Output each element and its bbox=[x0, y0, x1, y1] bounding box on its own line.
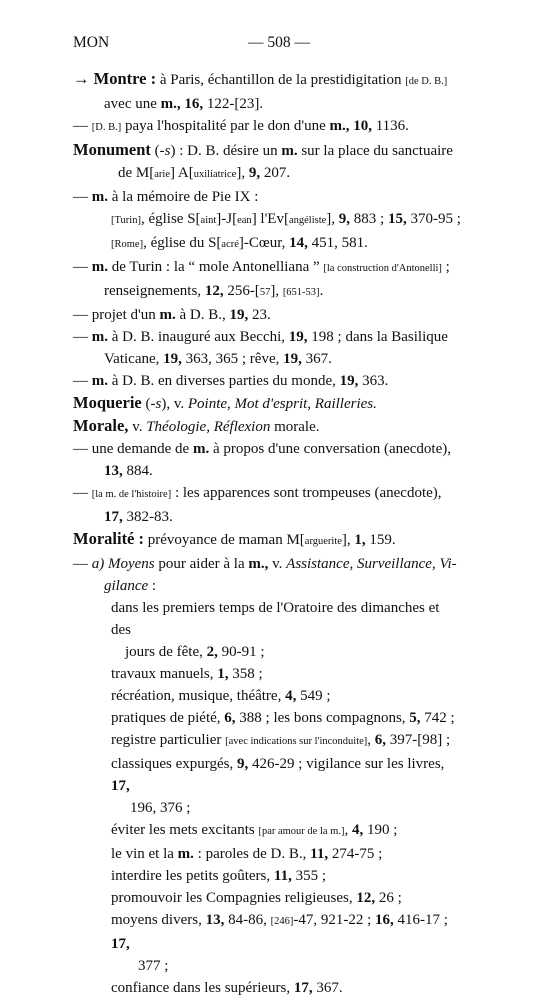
entry-text: : bbox=[148, 578, 157, 594]
index-line bbox=[73, 460, 461, 482]
entry-text: — bbox=[73, 485, 92, 501]
entry-text: 26 ; bbox=[375, 890, 402, 906]
entry-text: à propos d'une conversation (anecdote), bbox=[209, 441, 451, 457]
entry-text: — projet d'un bbox=[73, 307, 160, 323]
entry-text: de Turin : la “ mole Antonelliana ” bbox=[108, 259, 324, 275]
editorial-note: 57 bbox=[259, 287, 271, 298]
entry-text: ] A[ bbox=[170, 165, 194, 181]
index-line bbox=[73, 232, 461, 256]
index-line bbox=[73, 753, 461, 797]
index-line bbox=[73, 482, 461, 506]
entry-text: 23. bbox=[248, 307, 271, 323]
arrow-marker: → bbox=[73, 69, 94, 88]
index-line bbox=[73, 348, 461, 370]
volume-ref: 17, bbox=[111, 778, 130, 794]
entry-text: classiques expurgés, bbox=[111, 756, 237, 772]
entry-text: 884. bbox=[122, 463, 153, 479]
entry-text: 426-29 ; vigilance sur les livres, bbox=[248, 756, 445, 772]
entry-text: à D. B., bbox=[175, 307, 230, 323]
index-line bbox=[73, 707, 461, 729]
running-head-keyword: MON bbox=[73, 34, 110, 51]
volume-ref: m., bbox=[248, 556, 269, 572]
entry-text: 549 ; bbox=[296, 688, 331, 704]
headword: Moralité : bbox=[73, 529, 145, 548]
entry-text: 370-95 ; bbox=[406, 211, 461, 227]
volume-ref: m. bbox=[281, 143, 298, 159]
entry-text: — bbox=[73, 556, 92, 572]
entry-text: ( bbox=[150, 143, 160, 159]
volume-ref: 19, bbox=[229, 307, 249, 323]
entry-text: dans les premiers temps de l'Oratoire des dimanches et des bbox=[111, 600, 440, 638]
entry-text: 198 ; dans la Basilique bbox=[307, 329, 448, 345]
volume-ref: 17, bbox=[111, 936, 130, 952]
index-line bbox=[73, 865, 461, 887]
volume-ref: 17, bbox=[104, 509, 123, 525]
italic-text: gilance bbox=[104, 578, 149, 594]
editorial-note: aint bbox=[200, 215, 217, 226]
volume-ref: 19, bbox=[283, 351, 302, 367]
volume-ref: 14, bbox=[289, 235, 308, 251]
volume-ref: 9, bbox=[248, 165, 261, 181]
index-line bbox=[73, 909, 461, 955]
index-line bbox=[73, 955, 461, 977]
entry-text: -47, 921-22 ; bbox=[293, 912, 375, 928]
volume-ref: m. bbox=[177, 846, 194, 862]
entry-text: — bbox=[73, 189, 92, 205]
volume-ref: 4, bbox=[351, 822, 364, 838]
entry-text: 742 ; bbox=[420, 710, 455, 726]
editorial-note: [651-53] bbox=[282, 287, 320, 298]
volume-ref: 6, bbox=[224, 710, 236, 726]
entry-text: — bbox=[73, 329, 92, 345]
volume-ref: m. bbox=[91, 259, 108, 275]
entry-text: le vin et la bbox=[111, 846, 178, 862]
page-number: — 508 — bbox=[248, 34, 310, 51]
index-line bbox=[73, 68, 461, 93]
entry-text: , bbox=[344, 822, 352, 838]
volume-ref: m., bbox=[160, 96, 181, 112]
entry-text: ] l'Ev[ bbox=[251, 211, 289, 227]
volume-ref: 16, bbox=[375, 912, 394, 928]
italic-text: Théologie, Réflexion bbox=[146, 419, 271, 435]
index-line bbox=[73, 115, 461, 139]
volume-ref: m. bbox=[159, 307, 176, 323]
entry-text: , église du S[ bbox=[143, 235, 222, 251]
entry-text: ; bbox=[441, 259, 450, 275]
volume-ref: 6, bbox=[374, 732, 387, 748]
entry-text: 84-86, bbox=[224, 912, 271, 928]
volume-ref: m. bbox=[91, 373, 108, 389]
editorial-note: [la construction d'Antonelli] bbox=[323, 263, 442, 274]
index-line bbox=[73, 597, 461, 641]
index-line bbox=[73, 977, 461, 999]
entry-text: à D. B. en diverses parties du monde, bbox=[108, 373, 340, 389]
volume-ref: 4, bbox=[285, 688, 297, 704]
entry-text: . bbox=[319, 283, 324, 299]
volume-ref: 19, bbox=[163, 351, 182, 367]
entry-text: jours de fête, bbox=[125, 644, 207, 660]
entry-text: promouvoir les Compagnies religieuses, bbox=[111, 890, 357, 906]
index-line bbox=[73, 304, 461, 326]
volume-ref: 19, bbox=[288, 329, 308, 345]
entry-text: 159. bbox=[365, 532, 396, 548]
volume-ref: 12, bbox=[204, 283, 224, 299]
volume-ref: 1, bbox=[217, 666, 229, 682]
entry-text: éviter les mets excitants bbox=[111, 822, 259, 838]
italic-text: -s bbox=[159, 143, 171, 159]
index-line bbox=[73, 641, 461, 663]
volume-ref: 19, bbox=[339, 373, 359, 389]
entry-text: — bbox=[73, 373, 92, 389]
headword: Montre : bbox=[93, 69, 157, 88]
entry-text: 883 ; bbox=[350, 211, 388, 227]
entry-text: v. bbox=[268, 556, 287, 572]
entry-text: 207. bbox=[260, 165, 291, 181]
index-line bbox=[73, 685, 461, 707]
volume-ref: 13, bbox=[104, 463, 123, 479]
entry-text: , église S[ bbox=[140, 211, 201, 227]
index-line bbox=[73, 93, 461, 115]
volume-ref: 11, bbox=[310, 846, 329, 862]
entry-text: 196, 376 ; bbox=[130, 800, 191, 816]
entry-text: v. bbox=[128, 419, 147, 435]
index-line bbox=[73, 506, 461, 528]
editorial-note: [246] bbox=[270, 916, 294, 927]
italic-text: a) Moyens bbox=[91, 556, 155, 572]
entry-text: renseignements, bbox=[104, 283, 205, 299]
entry-text: registre particulier bbox=[111, 732, 226, 748]
volume-ref: 13, bbox=[205, 912, 225, 928]
index-line bbox=[73, 553, 461, 575]
entry-text: ) : D. B. désire un bbox=[170, 143, 282, 159]
index-line bbox=[73, 162, 461, 186]
index-line bbox=[73, 415, 461, 438]
editorial-note: angéliste bbox=[288, 215, 327, 226]
entry-text: ], bbox=[341, 532, 355, 548]
index-line bbox=[73, 326, 461, 348]
index-line bbox=[73, 208, 461, 232]
editorial-note: [Turin] bbox=[111, 215, 141, 226]
volume-ref: 16, bbox=[184, 96, 204, 112]
entry-text: 367. bbox=[312, 980, 343, 996]
entry-text: 382-83. bbox=[122, 509, 173, 525]
index-line bbox=[73, 843, 461, 865]
entry-text: 367. bbox=[301, 351, 332, 367]
index-line bbox=[73, 256, 461, 280]
editorial-note: acré bbox=[221, 239, 239, 250]
entry-text: 358 ; bbox=[228, 666, 263, 682]
headword: Morale, bbox=[73, 416, 129, 435]
editorial-note: [la m. de l'histoire] bbox=[91, 489, 172, 500]
editorial-note: [de D. B.] bbox=[405, 76, 448, 87]
index-line bbox=[73, 528, 461, 553]
editorial-note: [Rome] bbox=[111, 239, 144, 250]
index-line bbox=[73, 370, 461, 392]
volume-ref: 10, bbox=[353, 118, 372, 134]
entry-text: : les apparences sont trompeuses (anecdote), bbox=[171, 485, 442, 501]
entry-text: pour aider à la bbox=[154, 556, 249, 572]
index-line bbox=[73, 887, 461, 909]
entry-text: 274-75 ; bbox=[328, 846, 383, 862]
entry-text: 90-91 ; bbox=[217, 644, 265, 660]
editorial-note: arie bbox=[154, 169, 170, 180]
entry-text: pratiques de piété, bbox=[111, 710, 225, 726]
editorial-note: [par amour de la m.] bbox=[258, 826, 345, 837]
volume-ref: m., bbox=[329, 118, 350, 134]
volume-ref: 9, bbox=[338, 211, 351, 227]
entry-text: Vaticane, bbox=[104, 351, 164, 367]
volume-ref: 1, bbox=[354, 532, 366, 548]
entry-text: prévoyance de maman M[ bbox=[144, 532, 305, 548]
entry-text: à la mémoire de Pie IX : bbox=[108, 189, 259, 205]
entry-text: 256-[ bbox=[223, 283, 260, 299]
entry-text: interdire les petits goûters, bbox=[111, 868, 274, 884]
entry-text: 451, 581. bbox=[307, 235, 368, 251]
entry-text: 363, 365 ; rêve, bbox=[181, 351, 284, 367]
entry-text: ( bbox=[141, 396, 151, 412]
entry-text: ], bbox=[270, 283, 283, 299]
index-line bbox=[73, 392, 461, 415]
entry-text: ), v. bbox=[161, 396, 188, 412]
entry-text: à D. B. inauguré aux Becchi, bbox=[108, 329, 289, 345]
entry-text: 190 ; bbox=[363, 822, 398, 838]
entry-text: 122-[23]. bbox=[203, 96, 264, 112]
index-line bbox=[73, 575, 461, 597]
editorial-note: arguerite bbox=[304, 536, 342, 547]
entry-text: ], bbox=[236, 165, 249, 181]
entry-text: — bbox=[73, 118, 92, 134]
entry-text: ], bbox=[326, 211, 339, 227]
index-line bbox=[73, 663, 461, 685]
index-line bbox=[73, 797, 461, 819]
volume-ref: m. bbox=[91, 189, 108, 205]
editorial-note: [D. B.] bbox=[91, 122, 122, 133]
index-entries bbox=[73, 68, 461, 999]
editorial-note: uxiliatrice bbox=[193, 169, 237, 180]
index-line bbox=[73, 819, 461, 843]
volume-ref: 5, bbox=[409, 710, 421, 726]
entry-text: 377 ; bbox=[138, 958, 169, 974]
entry-text: paya l'hospitalité par le don d'une bbox=[121, 118, 330, 134]
entry-text: ]-J[ bbox=[216, 211, 238, 227]
italic-text: Assistance, Surveillance, Vi- bbox=[286, 556, 457, 572]
volume-ref: m. bbox=[91, 329, 108, 345]
entry-text: — une demande de bbox=[73, 441, 193, 457]
volume-ref: 9, bbox=[236, 756, 249, 772]
entry-text: morale. bbox=[270, 419, 320, 435]
entry-text: à Paris, échantillon de la prestidigitation bbox=[156, 72, 406, 88]
headword: Moquerie bbox=[73, 393, 142, 412]
index-line bbox=[73, 280, 461, 304]
entry-text: sur la place du sanctuaire bbox=[297, 143, 453, 159]
entry-text: 363. bbox=[358, 373, 389, 389]
entry-text: 388 ; les bons compagnons, bbox=[235, 710, 410, 726]
entry-text: ]-Cœur, bbox=[238, 235, 290, 251]
entry-text: moyens divers, bbox=[111, 912, 206, 928]
entry-text: 416-17 ; bbox=[393, 912, 448, 928]
editorial-note: [avec indications sur l'inconduite] bbox=[225, 736, 368, 747]
entry-text: avec une bbox=[104, 96, 161, 112]
volume-ref: 15, bbox=[387, 211, 407, 227]
entry-text: — bbox=[73, 259, 92, 275]
volume-ref: m. bbox=[192, 441, 210, 457]
volume-ref: 11, bbox=[273, 868, 292, 884]
entry-text: 397-[98] ; bbox=[386, 732, 451, 748]
index-line bbox=[73, 729, 461, 753]
entry-text: 1136. bbox=[371, 118, 409, 134]
entry-text: 355 ; bbox=[291, 868, 326, 884]
entry-text: : paroles de D. B., bbox=[193, 846, 311, 862]
entry-text: , bbox=[367, 732, 375, 748]
index-line bbox=[73, 186, 461, 208]
entry-text: récréation, musique, théâtre, bbox=[111, 688, 286, 704]
entry-text: de M[ bbox=[118, 165, 155, 181]
entry-text: travaux manuels, bbox=[111, 666, 218, 682]
headword: Monument bbox=[73, 140, 151, 159]
entry-text: confiance dans les supérieurs, bbox=[111, 980, 294, 996]
volume-ref: 2, bbox=[206, 644, 218, 660]
italic-text: Pointe, Mot d'esprit, Railleries. bbox=[187, 396, 377, 412]
editorial-note: ean bbox=[237, 215, 252, 226]
index-line bbox=[73, 139, 461, 162]
index-line bbox=[73, 438, 461, 460]
volume-ref: 12, bbox=[356, 890, 376, 906]
volume-ref: 17, bbox=[293, 980, 313, 996]
italic-text: -s bbox=[150, 396, 162, 412]
